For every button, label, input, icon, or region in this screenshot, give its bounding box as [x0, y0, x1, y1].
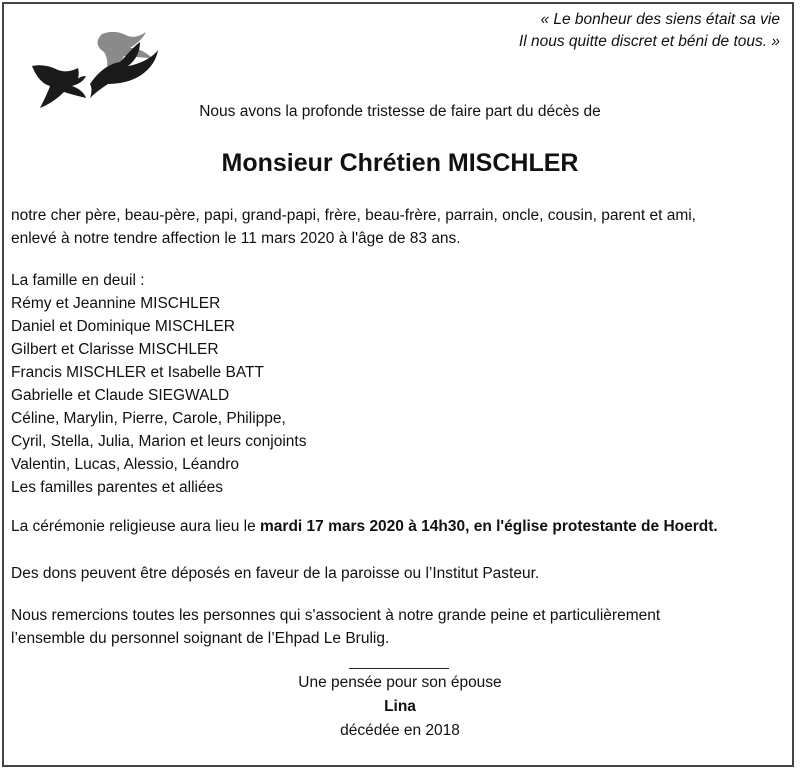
deceased-name: Monsieur Chrétien MISCHLER	[221, 149, 579, 177]
thanks-paragraph	[11, 604, 660, 650]
quote-line-2: Il nous quitte discret et béni de tous. »	[518, 33, 780, 50]
ceremony-details: mardi 17 mars 2020 à 14h30, en l'église protestante de Hoerdt.	[260, 518, 718, 535]
spouse-thought: Une pensée pour son épouse	[298, 674, 502, 691]
family-list	[11, 269, 306, 499]
family-member: Gilbert et Clarisse MISCHLER	[11, 341, 219, 358]
family-member: Rémy et Jeannine MISCHLER	[11, 295, 221, 312]
doves-icon	[28, 26, 168, 114]
family-member: Valentin, Lucas, Alessio, Léandro	[11, 456, 240, 473]
ceremony-prefix: La cérémonie religieuse aura lieu le	[11, 518, 261, 535]
donations-paragraph: Des dons peuvent être déposés en faveur de la paroisse ou l’Institut Pasteur.	[11, 565, 540, 582]
relations-line-1: notre cher père, beau-père, papi, grand-papi, frère, beau-frère, parrain, oncle, cousin, parent et ami,	[11, 207, 696, 224]
relations-line-2: enlevé à notre tendre affection le 11 mars 2020 à l'âge de 83 ans.	[11, 230, 461, 247]
separator-line	[349, 668, 449, 669]
quote-line-1: « Le bonheur des siens était sa vie	[540, 11, 780, 28]
family-member: Gabrielle et Claude SIEGWALD	[11, 387, 230, 404]
family-member: Daniel et Dominique MISCHLER	[11, 318, 235, 335]
spouse-name: Lina	[384, 698, 416, 715]
thanks-line-1: Nous remercions toutes les personnes qui s'associent à notre grande peine et particulièrement	[11, 607, 661, 624]
thanks-line-2: l’ensemble du personnel soignant de l’Ehpad Le Brulig.	[11, 630, 390, 647]
family-member: Céline, Marylin, Pierre, Carole, Philippe,	[11, 410, 286, 427]
relations-paragraph	[11, 204, 696, 250]
epitaph-quote	[519, 9, 780, 53]
family-heading: La famille en deuil :	[11, 272, 145, 289]
family-member: Cyril, Stella, Julia, Marion et leurs conjoints	[11, 433, 307, 450]
family-member: Francis MISCHLER et Isabelle BATT	[11, 364, 264, 381]
spouse-status: décédée en 2018	[340, 722, 460, 739]
announcement-intro: Nous avons la profonde tristesse de faire part du décès de	[199, 103, 601, 120]
ceremony-paragraph	[11, 515, 718, 538]
family-member: Les familles parentes et alliées	[11, 479, 223, 496]
